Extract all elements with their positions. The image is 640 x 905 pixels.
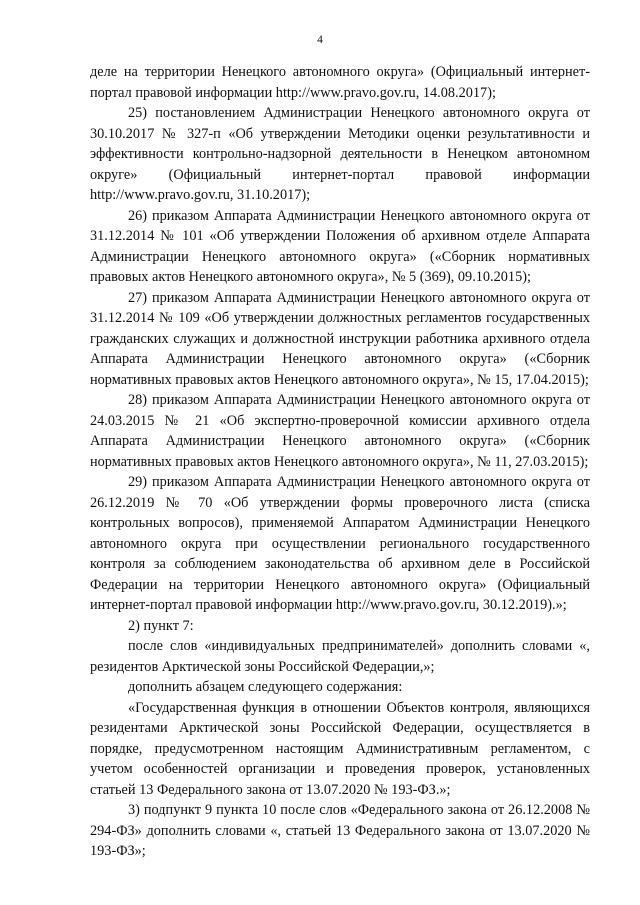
paragraph-item-26: 26) приказом Аппарата Администрации Ненецкого автономного округа от 31.12.2014 № 101 «Об утверждении Положения об архивном отделе Аппарата Администрации Ненецкого автономного округа» («Сборник нормативных правовых актов Ненецкого автономного округа», № 5 (369), 09.10.2015); (90, 207, 590, 285)
paragraph-subpoint-9: 3) подпункт 9 пункта 10 после слов «Федерального закона от 26.12.2008 № 294-ФЗ» дополнить словами «, статьей 13 Федерального закона от 13.07.2020 № 193-ФЗ»; (90, 802, 590, 859)
paragraph-item-27: 27) приказом Аппарата Администрации Ненецкого автономного округа от 31.12.2014 № 109 «Об утверждении должностных регламентов государственных гражданских служащих и должностной инструкции работника архивного отдела Аппарата Администрации Ненецкого автономного округа» («Сборник нормативных правовых актов Ненецкого автономного округа», № 15, 17.04.2015); (90, 289, 590, 388)
paragraph-point-7-heading: 2) пункт 7: (128, 617, 194, 634)
paragraph-item-28: 28) приказом Аппарата Администрации Ненецкого автономного округа от 24.03.2015 № 21 «Об экспертно-проверочной комиссии архивного отдела Аппарата Администрации Ненецкого автономного округа» («Сборник нормативных правовых актов Ненецкого автономного округа», № 11, 27.03.2015); (90, 392, 590, 470)
paragraph-point-7-amendment: после слов «индивидуальных предпринимателей» дополнить словами «, резидентов Арктической зоны Российской Федерации,»; (90, 638, 590, 675)
page-number: 4 (317, 34, 323, 46)
paragraph-quoted-text: «Государственная функция в отношении Объектов контроля, являющихся резидентами Арктической зоны Российской Федерации, осуществляется в порядке, предусмотренном настоящим Административным регламентом, с учетом особенностей организации и проведения проверок, установленных статьей 13 Федерального закона от 13.07.2020 № 193-ФЗ.»; (90, 699, 590, 798)
document-body (90, 62, 590, 862)
paragraph-add-abzac: дополнить абзацем следующего содержания: (128, 679, 403, 695)
paragraph-continuation: деле на территории Ненецкого автономного округа» (Официальный интернет-портал правовой информации http://www.pravo.gov.ru, 14.08.2017); (90, 64, 590, 101)
paragraph-item-25: 25) постановлением Администрации Ненецкого автономного округа от 30.10.2017 № 327-п «Об утверждении Методики оценки результативности и эффективности контрольно-надзорной деятельности в Ненецком автономном округе» (Официальный интернет-портал правовой информации http://www.pravo.gov.ru, 31.10.2017); (90, 105, 590, 203)
paragraph-item-29: 29) приказом Аппарата Администрации Ненецкого автономного округа от 26.12.2019 № 70 «Об утверждении формы проверочного листа (списка контрольных вопросов), применяемой Аппаратом Администрации Ненецкого автономного округа при осуществлении регионального государственного контроля за соблюдением законодательства об архивном деле в Российской Федерации на территории Ненецкого автономного округа» (Официальный интернет-портал правовой информации http://www.pravo.gov.ru, 30.12.2019).»; (90, 474, 590, 613)
